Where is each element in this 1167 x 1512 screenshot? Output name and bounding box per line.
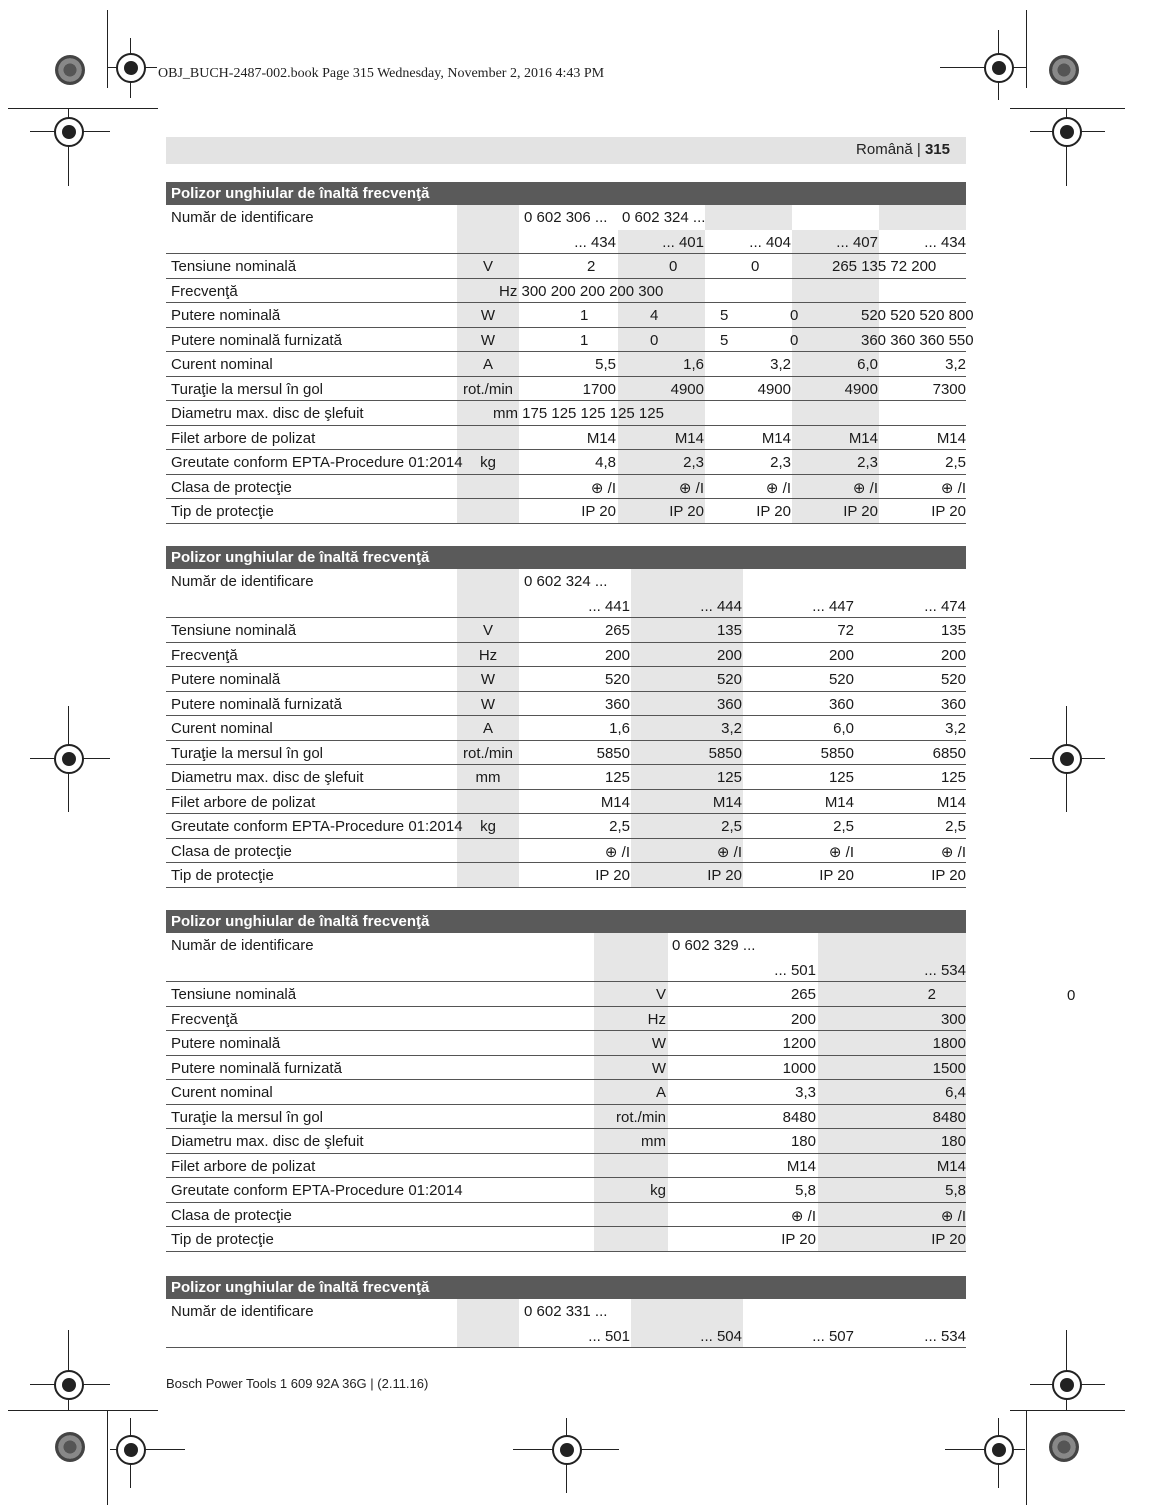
footer-text: Bosch Power Tools 1 609 92A 36G | (2.11.16) [166,1376,429,1391]
table-row: Putere nominală furnizată W 1000 1500 [166,1056,966,1081]
table-row: Tensiune nominală V 2 0 0 265 135 72 200 [166,254,966,279]
table-row: Turaţie la mersul în gol rot./min 1700 4900 4900 4900 7300 [166,377,966,402]
table-row: Curent nominal A 1,6 3,2 6,0 3,2 [166,716,966,741]
protection-class-icon: ⊕ /I [940,1207,966,1225]
table-row: Filet arbore de polizat M14 M14 [166,1154,966,1179]
table-row: ... 441 ... 444 ... 447 ... 474 [166,594,966,619]
table-row: ... 501 ... 534 [166,958,966,983]
protection-class-icon: ⊕ /I [790,1207,816,1225]
registration-mark-icon [984,53,1014,83]
protection-class-icon: ⊕ /I [604,843,630,861]
table-title: Polizor unghiular de înaltă frecvenţă [166,182,966,205]
registration-mark-icon [55,55,85,85]
table-row: ... 434 ... 401 ... 404 ... 407 ... 434 [166,230,966,255]
registration-mark-icon [1049,55,1079,85]
protection-class-icon: ⊕ /I [852,479,878,497]
table-row: Tip de protecţie IP 20 IP 20 IP 20 IP 20 [166,863,966,888]
stray-value: 0 [1067,987,1076,1004]
protection-class-icon: ⊕ /I [940,843,966,861]
registration-mark-icon [984,1435,1014,1465]
registration-mark-icon [54,744,84,774]
protection-class-icon: ⊕ /I [765,479,791,497]
page-header [166,137,966,164]
table-row: Tip de protecţie IP 20 IP 20 [166,1227,966,1252]
table-row: Număr de identificare 0 602 331 ... [166,1299,966,1324]
table-row: Diametru max. disc de şlefuit mm 175 125 125 125 125 [166,401,966,426]
print-slug: OBJ_BUCH-2487-002.book Page 315 Wednesday, November 2, 2016 4:43 PM [158,66,605,81]
protection-class-icon: ⊕ /I [828,843,854,861]
table-row: Număr de identificare 0 602 306 ... 0 602 324 ... [166,205,966,230]
table-row: Frecvenţă Hz 200 200 200 200 [166,643,966,668]
table-row: Diametru max. disc de şlefuit mm 125 125 125 125 [166,765,966,790]
registration-mark-icon [1049,1432,1079,1462]
table-row: Greutate conform EPTA-Procedure 01:2014 kg 4,8 2,3 2,3 2,3 2,5 [166,450,966,475]
table-row: Frecvenţă Hz 200 300 [166,1007,966,1032]
page-number: Română | 315 [856,141,950,158]
registration-mark-icon [55,1432,85,1462]
table-row: ... 501 ... 504 ... 507 ... 534 [166,1324,966,1349]
table-row: Filet arbore de polizat M14 M14 M14 M14 M14 [166,426,966,451]
table-row: Greutate conform EPTA-Procedure 01:2014 kg 5,8 5,8 [166,1178,966,1203]
table-row: Putere nominală W 1200 1800 [166,1031,966,1056]
table-row: Număr de identificare 0 602 324 ... [166,569,966,594]
table-row: Tip de protecţie IP 20 IP 20 IP 20 IP 20 IP 20 [166,499,966,524]
table-row: Frecvenţă Hz 300 200 200 200 300 [166,279,966,304]
registration-mark-icon [1052,1370,1082,1400]
table-row: Clasa de protecţie ⊕ /I ⊕ /I [166,1203,966,1228]
table-row: Putere nominală W 1 4 5 0 520 520 520 800 [166,303,966,328]
table-row: Diametru max. disc de şlefuit mm 180 180 [166,1129,966,1154]
table-row: Clasa de protecţie ⊕ /I ⊕ /I ⊕ /I ⊕ /I ⊕ /I [166,475,966,500]
table-row: Clasa de protecţie ⊕ /I ⊕ /I ⊕ /I ⊕ /I [166,839,966,864]
table-row: Putere nominală W 520 520 520 520 [166,667,966,692]
protection-class-icon: ⊕ /I [940,479,966,497]
table-title: Polizor unghiular de înaltă frecvenţă [166,1276,966,1299]
protection-class-icon: ⊕ /I [716,843,742,861]
registration-mark-icon [116,53,146,83]
table-row: Curent nominal A 3,3 6,4 [166,1080,966,1105]
table-row: Filet arbore de polizat M14 M14 M14 M14 [166,790,966,815]
table-title: Polizor unghiular de înaltă frecvenţă [166,910,966,933]
table-row: Curent nominal A 5,5 1,6 3,2 6,0 3,2 [166,352,966,377]
table-title: Polizor unghiular de înaltă frecvenţă [166,546,966,569]
table-row: Putere nominală furnizată W 1 0 5 0 360 360 360 550 [166,328,966,353]
table-row: Greutate conform EPTA-Procedure 01:2014 kg 2,5 2,5 2,5 2,5 [166,814,966,839]
table-row: Turaţie la mersul în gol rot./min 5850 5850 5850 6850 [166,741,966,766]
registration-mark-icon [1052,744,1082,774]
spec-table-1 [166,182,974,524]
protection-class-icon: ⊕ /I [678,479,704,497]
spec-table-3 [166,910,966,1252]
registration-mark-icon [54,1370,84,1400]
registration-mark-icon [1052,117,1082,147]
registration-mark-icon [552,1435,582,1465]
registration-mark-icon [116,1435,146,1465]
table-row: Putere nominală furnizată W 360 360 360 360 [166,692,966,717]
spec-table-4 [166,1276,966,1348]
registration-mark-icon [54,117,84,147]
table-row: Tensiune nominală V 265 2 [166,982,966,1007]
table-row: Tensiune nominală V 265 135 72 135 [166,618,966,643]
spec-table-2 [166,546,966,888]
table-row: Turaţie la mersul în gol rot./min 8480 8480 [166,1105,966,1130]
protection-class-icon: ⊕ /I [590,479,616,497]
table-row: Număr de identificare 0 602 329 ... [166,933,966,958]
